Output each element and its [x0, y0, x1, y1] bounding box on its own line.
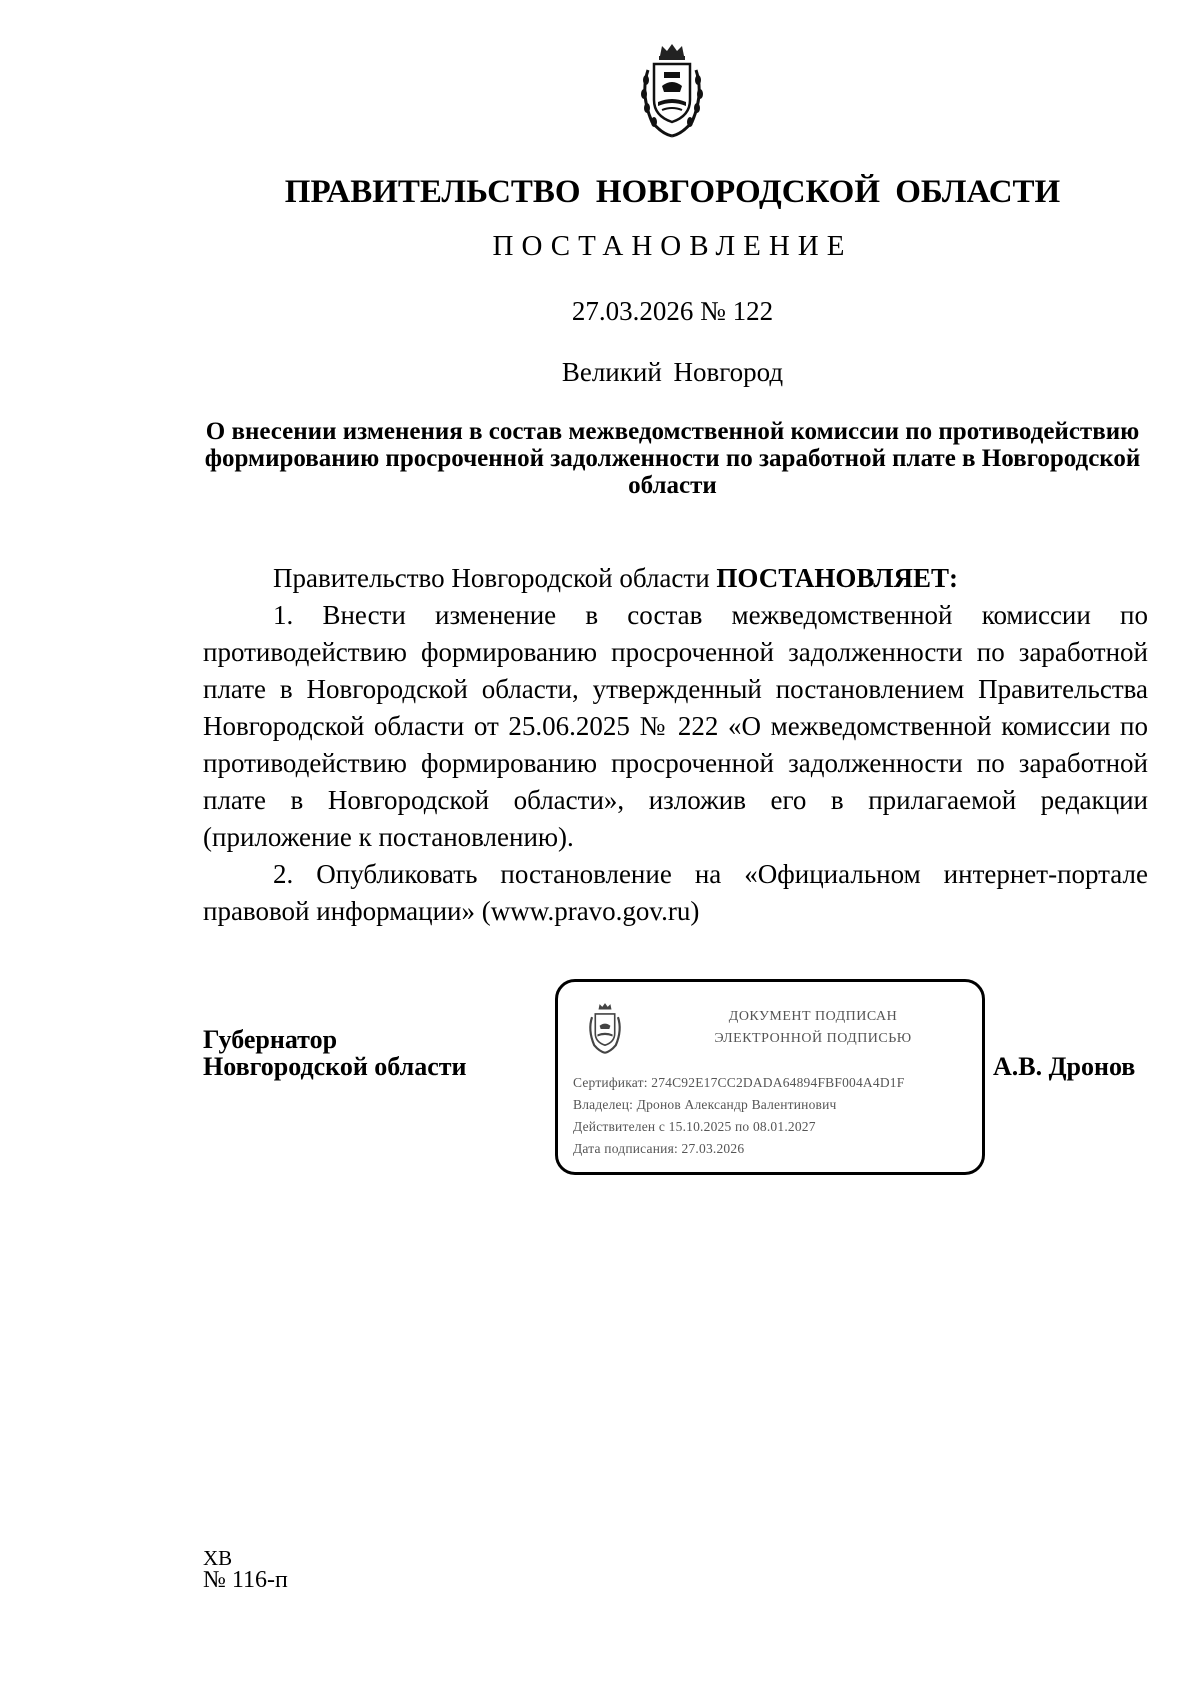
- stamp-heading-line1: ДОКУМЕНТ ПОДПИСАН: [728, 1009, 898, 1024]
- preamble-text: Правительство Новгородской области: [273, 563, 717, 593]
- document-type: ПОСТАНОВЛЕНИЕ: [492, 230, 853, 262]
- stamp-validity: Действителен с 15.10.2025 по 08.01.2027: [573, 1119, 816, 1134]
- footer-doc-code: № 116-п: [203, 1567, 288, 1593]
- footer-initials: ХВ: [203, 1546, 233, 1570]
- organization-title: ПРАВИТЕЛЬСТВО НОВГОРОДСКОЙ ОБЛАСТИ: [284, 174, 1061, 210]
- electronic-signature-stamp: [555, 979, 985, 1175]
- stamp-owner: Владелец: Дронов Александр Валентинович: [573, 1097, 837, 1112]
- coat-of-arms-icon: [632, 42, 712, 142]
- preamble: [203, 560, 1148, 597]
- preamble-resolves: ПОСТАНОВЛЯЕТ:: [716, 563, 958, 593]
- body-item-1: 1. Внести изменение в состав межведомственной комиссии по противодействию формированию просроченной задолженности по заработной плате в Новгородской области, утвержденный постановлением Правительства Новгородской области от 25.06.2025 № 222 «О межведомственной комиссии по противодействию формированию просроченной задолженности по заработной плате в Новгородской области», изложив его в прилагаемой редакции (приложение к постановлению).: [203, 600, 1148, 852]
- document-body: [203, 560, 1148, 930]
- signatory-title-line2: Новгородской области: [203, 1052, 467, 1081]
- signatory-name: А.В. Дронов: [993, 1052, 1136, 1081]
- document-date-number: 27.03.2026 № 122: [571, 296, 774, 326]
- stamp-details: [573, 1072, 904, 1160]
- stamp-certificate: Сертификат: 274C92E17CC2DADA64894FBF004A4D1F: [573, 1075, 905, 1090]
- stamp-heading: [653, 1006, 973, 1050]
- body-item-2: 2. Опубликовать постановление на «Официальном интернет-портале правовой информации» (www.pravo.gov.ru): [203, 859, 1148, 926]
- document-city: Великий Новгород: [561, 357, 784, 387]
- signatory-title: [203, 1026, 467, 1080]
- signatory-title-line1: Губернатор: [203, 1025, 338, 1054]
- stamp-coat-of-arms-icon: [583, 1002, 627, 1056]
- document-footer: [203, 1548, 288, 1592]
- document-subject: О внесении изменения в состав межведомственной комиссии по противодействию формированию просроченной задолженности по заработной плате в Новгородской области: [204, 418, 1141, 499]
- stamp-heading-line2: ЭЛЕКТРОННОЙ ПОДПИСЬЮ: [714, 1031, 912, 1046]
- stamp-signed-date: Дата подписания: 27.03.2026: [573, 1141, 745, 1156]
